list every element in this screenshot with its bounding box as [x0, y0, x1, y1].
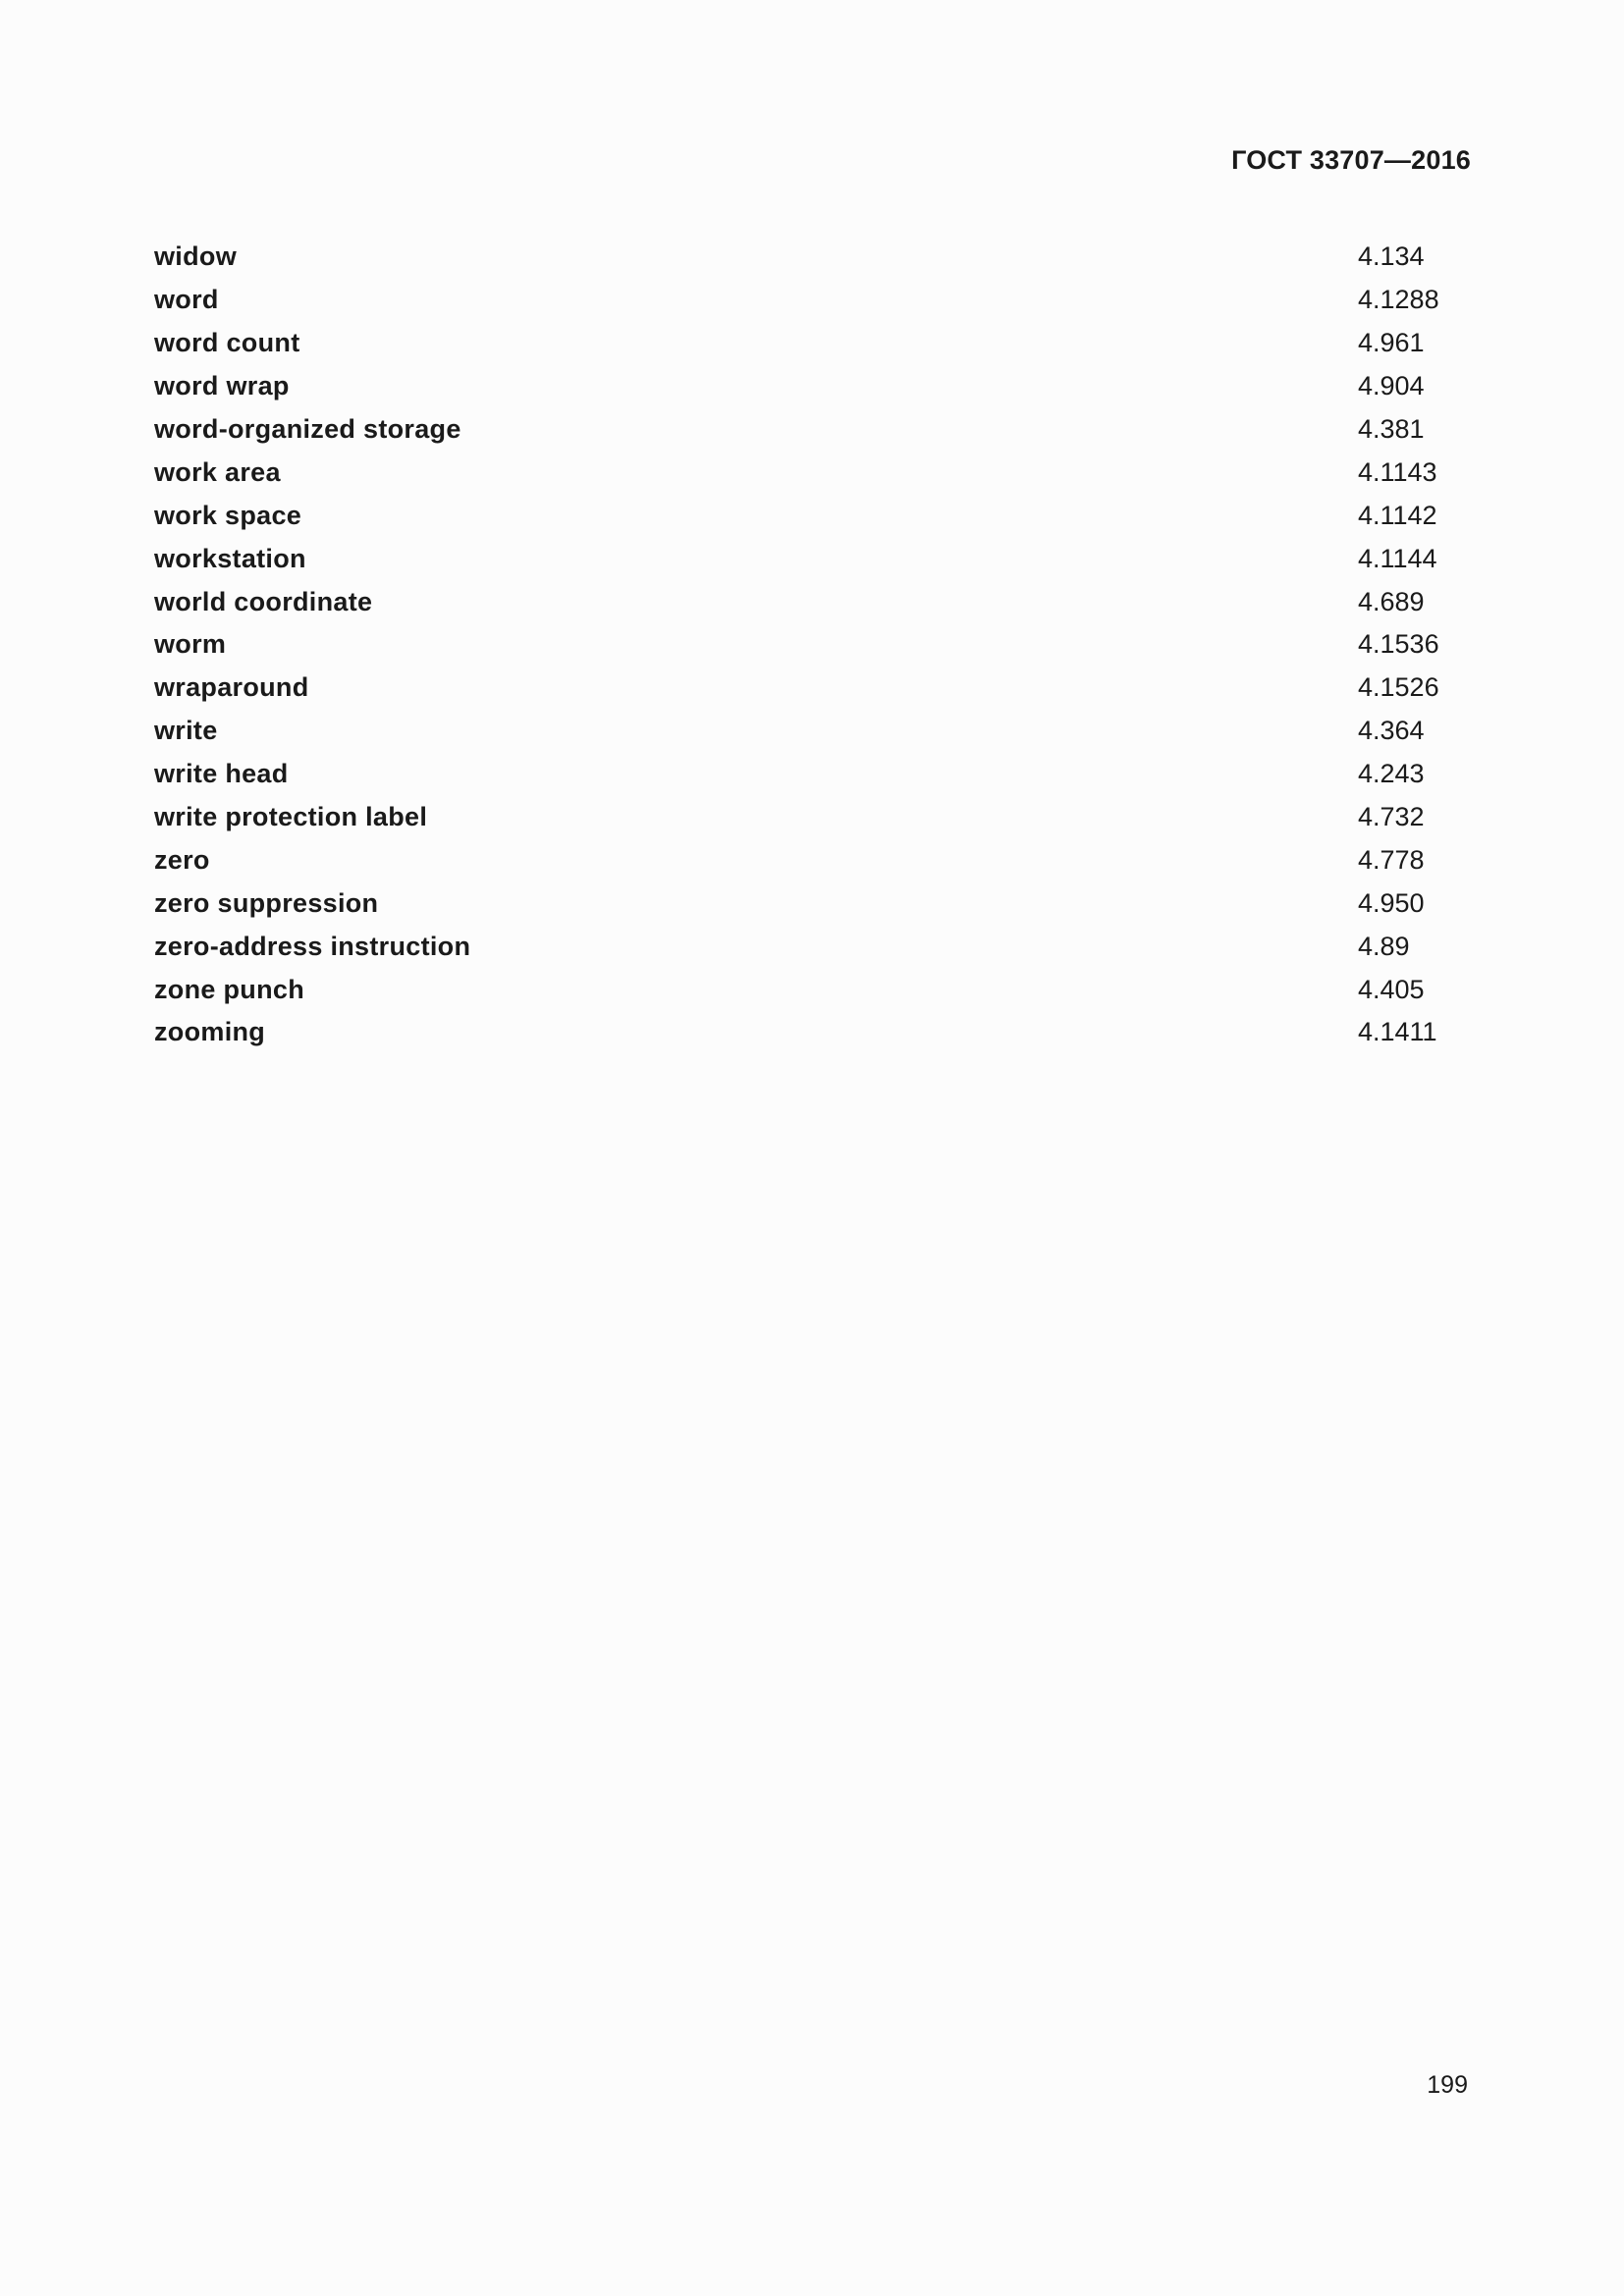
- index-term: world coordinate: [154, 586, 373, 616]
- index-term: zooming: [154, 1017, 266, 1047]
- index-ref: 4.904: [1358, 371, 1425, 401]
- index-term: worm: [154, 629, 227, 660]
- term-index-list: [154, 236, 1450, 1054]
- index-ref: 4.1526: [1358, 672, 1439, 703]
- index-ref: 4.961: [1358, 328, 1425, 358]
- index-row: [154, 279, 1450, 322]
- index-term: word-organized storage: [154, 414, 461, 444]
- index-row: [154, 838, 1450, 881]
- index-row: [154, 623, 1450, 667]
- index-term: zero: [154, 844, 210, 875]
- index-row: [154, 881, 1450, 925]
- index-ref: 4.1143: [1358, 456, 1437, 487]
- index-term: write: [154, 716, 218, 746]
- index-term: word: [154, 285, 219, 315]
- index-term: write protection label: [154, 802, 428, 832]
- index-ref: 4.405: [1358, 974, 1425, 1004]
- index-ref: 4.134: [1358, 241, 1425, 272]
- index-row: [154, 365, 1450, 408]
- index-ref: 4.778: [1358, 844, 1425, 875]
- index-row: [154, 710, 1450, 753]
- index-term: zero suppression: [154, 887, 379, 918]
- index-row: [154, 236, 1450, 279]
- index-ref: 4.1536: [1358, 629, 1439, 660]
- index-term: widow: [154, 241, 237, 272]
- index-row: [154, 580, 1450, 623]
- index-row: [154, 968, 1450, 1011]
- index-row: [154, 322, 1450, 365]
- index-ref: 4.689: [1358, 586, 1425, 616]
- index-ref: 4.1411: [1358, 1017, 1437, 1047]
- index-term: word count: [154, 328, 300, 358]
- index-term: write head: [154, 759, 289, 789]
- index-term: zero-address instruction: [154, 931, 471, 961]
- index-row: [154, 1011, 1450, 1054]
- index-row: [154, 408, 1450, 452]
- index-row: [154, 451, 1450, 494]
- index-ref: 4.950: [1358, 887, 1425, 918]
- index-term: zone punch: [154, 974, 304, 1004]
- page-number: 199: [1427, 2071, 1468, 2099]
- index-ref: 4.1142: [1358, 500, 1437, 530]
- document-header: ГОСТ 33707—2016: [1231, 145, 1471, 175]
- index-ref: 4.1144: [1358, 543, 1437, 573]
- index-ref: 4.243: [1358, 759, 1425, 789]
- index-ref: 4.364: [1358, 716, 1425, 746]
- index-row: [154, 796, 1450, 839]
- index-row: [154, 494, 1450, 537]
- index-row: [154, 753, 1450, 796]
- index-ref: 4.732: [1358, 802, 1425, 832]
- index-term: word wrap: [154, 371, 290, 401]
- index-ref: 4.1288: [1358, 285, 1439, 315]
- index-ref: 4.89: [1358, 931, 1410, 961]
- index-row: [154, 667, 1450, 710]
- index-term: workstation: [154, 543, 306, 573]
- index-term: work area: [154, 456, 281, 487]
- index-term: wraparound: [154, 672, 309, 703]
- index-ref: 4.381: [1358, 414, 1425, 444]
- index-row: [154, 537, 1450, 580]
- index-row: [154, 925, 1450, 968]
- index-term: work space: [154, 500, 302, 530]
